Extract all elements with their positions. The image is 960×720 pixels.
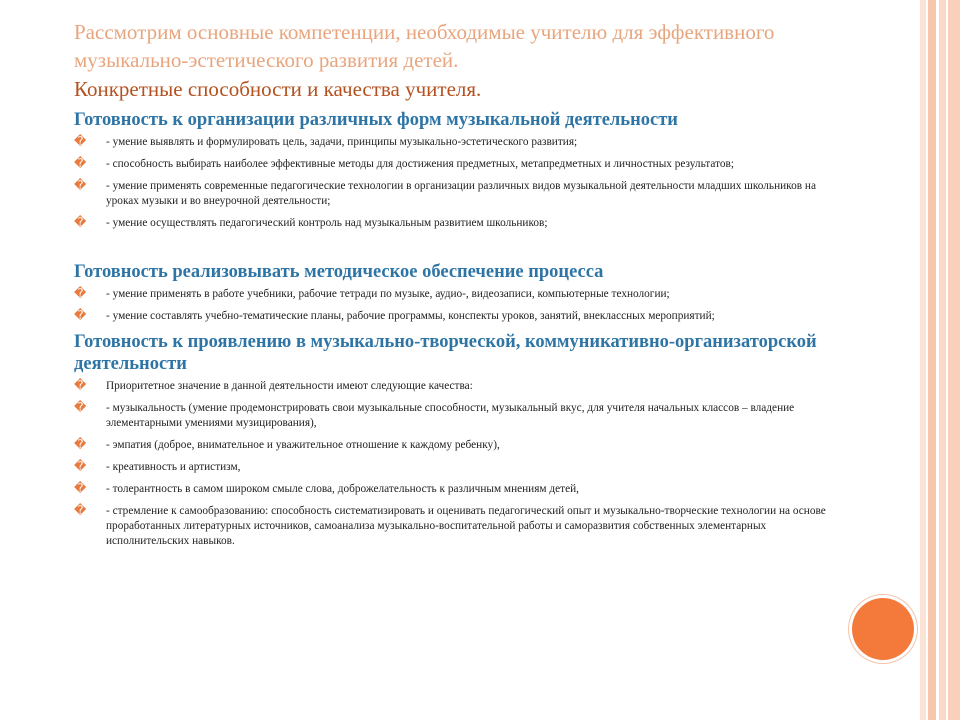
stripe: [948, 0, 960, 720]
decorative-side-stripes: [920, 0, 960, 720]
list-item: [74, 379, 844, 394]
list-item: [74, 135, 844, 150]
list-item-text: - умение осуществлять педагогический контроль над музыкальным развитием школьников;: [106, 217, 548, 229]
list-item-text: Приоритетное значение в данной деятельности имеют следующие качества:: [106, 380, 473, 392]
section-list-organization: [74, 135, 844, 231]
bullet-icon: �: [74, 308, 87, 322]
list-item: [74, 216, 844, 231]
list-item: [74, 309, 844, 324]
section-heading-organization: Готовность к организации различных форм музыкальной деятельности: [74, 110, 678, 130]
slide-title: Рассмотрим основные компетенции, необходимые учителю для эффективного музыкально-эстетического развития детей.: [74, 20, 775, 72]
bullet-icon: �: [74, 134, 87, 148]
decorative-orange-circle: [852, 598, 914, 660]
section-heading-methodical: Готовность реализовывать методическое обеспечение процесса: [74, 262, 604, 282]
list-item-text: - стремление к самообразованию: способность систематизировать и оценивать педагогический опыт и музыкально-творческие технологии на основе проработанных литературных источников, самоанализа музыкально-воспитательной работы и саморазвития собственных элементарных исполнительских навыков.: [106, 505, 826, 547]
list-item: [74, 179, 844, 209]
bullet-icon: �: [74, 400, 87, 414]
section-list-methodical: [74, 287, 844, 324]
list-item-text: - умение выявлять и формулировать цель, задачи, принципы музыкально-эстетического развития;: [106, 136, 578, 148]
stripe: [939, 0, 946, 720]
list-item: [74, 157, 844, 172]
list-item-text: - умение применять в работе учебники, рабочие тетради по музыке, аудио-, видеозаписи, компьютерные технологии;: [106, 288, 670, 300]
bullet-icon: �: [74, 459, 87, 473]
bullet-icon: �: [74, 178, 87, 192]
list-item: [74, 438, 844, 453]
bullet-icon: �: [74, 378, 87, 392]
bullet-icon: �: [74, 215, 87, 229]
list-item: [74, 401, 844, 431]
list-item: [74, 460, 844, 475]
bullet-icon: �: [74, 286, 87, 300]
list-item-text: - умение применять современные педагогические технологии в организации различных видов музыкальной деятельности младших школьников на уроках музыки и во внеурочной деятельности;: [106, 180, 816, 207]
list-item-text: - толерантность в самом широком смыле слова, доброжелательность к различным мнениям детей,: [106, 483, 579, 495]
slide-subtitle: Конкретные способности и качества учителя.: [74, 77, 482, 101]
section-list-creative: [74, 379, 844, 549]
bullet-icon: �: [74, 437, 87, 451]
list-item: [74, 482, 844, 497]
section-heading-creative: Готовность к проявлению в музыкально-творческой, коммуникативно-организаторской деятельности: [74, 332, 817, 374]
list-item-text: - эмпатия (доброе, внимательное и уважительное отношение к каждому ребенку),: [106, 439, 500, 451]
bullet-icon: �: [74, 156, 87, 170]
list-item: [74, 504, 844, 549]
slide-content: [74, 18, 844, 556]
list-item-text: - умение составлять учебно-тематические планы, рабочие программы, конспекты уроков, занятий, внеклассных мероприятий;: [106, 310, 715, 322]
bullet-icon: �: [74, 503, 87, 517]
stripe: [928, 0, 936, 720]
list-item-text: - музыкальность (умение продемонстрировать свои музыкальные способности, музыкальный вкус, для учителя начальных классов – владение элементарными умениями музицирования),: [106, 402, 795, 429]
list-item-text: - способность выбирать наиболее эффективные методы для достижения предметных, метапредметных и личностных результатов;: [106, 158, 734, 170]
list-item-text: - креативность и артистизм,: [106, 461, 241, 473]
list-item: [74, 287, 844, 302]
bullet-icon: �: [74, 481, 87, 495]
